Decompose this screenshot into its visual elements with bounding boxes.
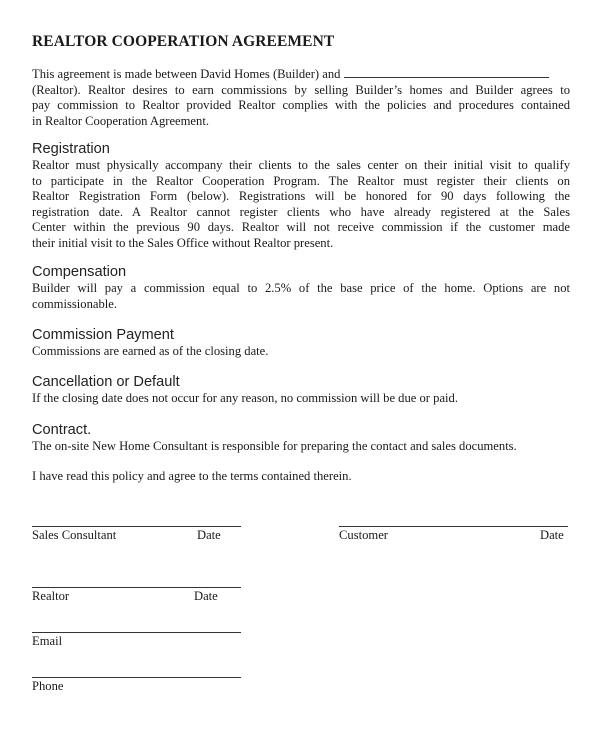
sales-consultant-signature-line[interactable] <box>32 526 241 527</box>
realtor-label: Realtor <box>32 589 70 603</box>
registration-line: Center within the previous 90 days. Realtor will not receive commission if the customer made <box>32 220 570 235</box>
customer-signature-line[interactable] <box>339 526 568 527</box>
realtor-name-blank[interactable] <box>344 66 549 78</box>
commission-payment-heading: Commission Payment <box>32 327 174 343</box>
registration-line: registration date. A Realtor cannot register clients who have already registered at the Sales <box>32 204 570 219</box>
commission-payment-text: Commissions are earned as of the closing date. <box>32 344 269 358</box>
compensation-heading: Compensation <box>32 264 127 280</box>
agreement-statement-paragraph <box>32 469 570 485</box>
registration-line: Realtor Registration Form (below). Registrations will be honored for 90 days following the <box>32 189 570 204</box>
registration-paragraph <box>32 158 570 252</box>
realtor-date-label: Date <box>194 589 218 603</box>
sales-consultant-label: Sales Consultant <box>32 528 117 542</box>
registration-line: Realtor must physically accompany their clients to the sales center on their initial visit to qualify <box>32 158 570 172</box>
email-label: Email <box>32 634 63 648</box>
email-line[interactable] <box>32 632 241 633</box>
intro-line-4: in Realtor Cooperation Agreement. <box>32 113 209 128</box>
phone-label: Phone <box>32 679 64 693</box>
document-title: REALTOR COOPERATION AGREEMENT <box>32 33 335 50</box>
intro-paragraph <box>32 66 570 129</box>
compensation-line: commissionable. <box>32 296 117 311</box>
contract-text: The on-site New Home Consultant is responsible for preparing the contact and sales documents. <box>32 439 517 453</box>
cancellation-heading: Cancellation or Default <box>32 374 180 390</box>
intro-line-1-text: This agreement is made between David Homes (Builder) and <box>32 67 341 81</box>
customer-label: Customer <box>339 528 388 542</box>
contract-paragraph <box>32 439 570 455</box>
phone-line[interactable] <box>32 677 241 678</box>
cancellation-text: If the closing date does not occur for any reason, no commission will be due or paid. <box>32 391 458 405</box>
contract-heading: Contract. <box>32 422 92 438</box>
compensation-paragraph <box>32 281 570 312</box>
cancellation-paragraph <box>32 391 570 407</box>
intro-line-2: (Realtor). Realtor desires to earn commissions by selling Builder’s homes and Builder agrees to <box>32 82 570 97</box>
realtor-signature-line[interactable] <box>32 587 241 588</box>
sales-consultant-date-label: Date <box>197 528 221 542</box>
customer-date-label: Date <box>540 528 564 542</box>
commission-payment-paragraph <box>32 344 570 360</box>
registration-heading: Registration <box>32 141 110 157</box>
agreement-statement: I have read this policy and agree to the terms contained therein. <box>32 469 352 483</box>
intro-line-3: pay commission to Realtor provided Realtor complies with the policies and procedures contained <box>32 98 570 113</box>
compensation-line: Builder will pay a commission equal to 2.5% of the base price of the home. Options are not <box>32 281 570 295</box>
registration-line: to participate in the Realtor Cooperation Program. The Realtor must register their clients on <box>32 173 570 188</box>
intro-line-1 <box>32 66 570 83</box>
registration-line: their initial visit to the Sales Office without Realtor present. <box>32 235 334 250</box>
